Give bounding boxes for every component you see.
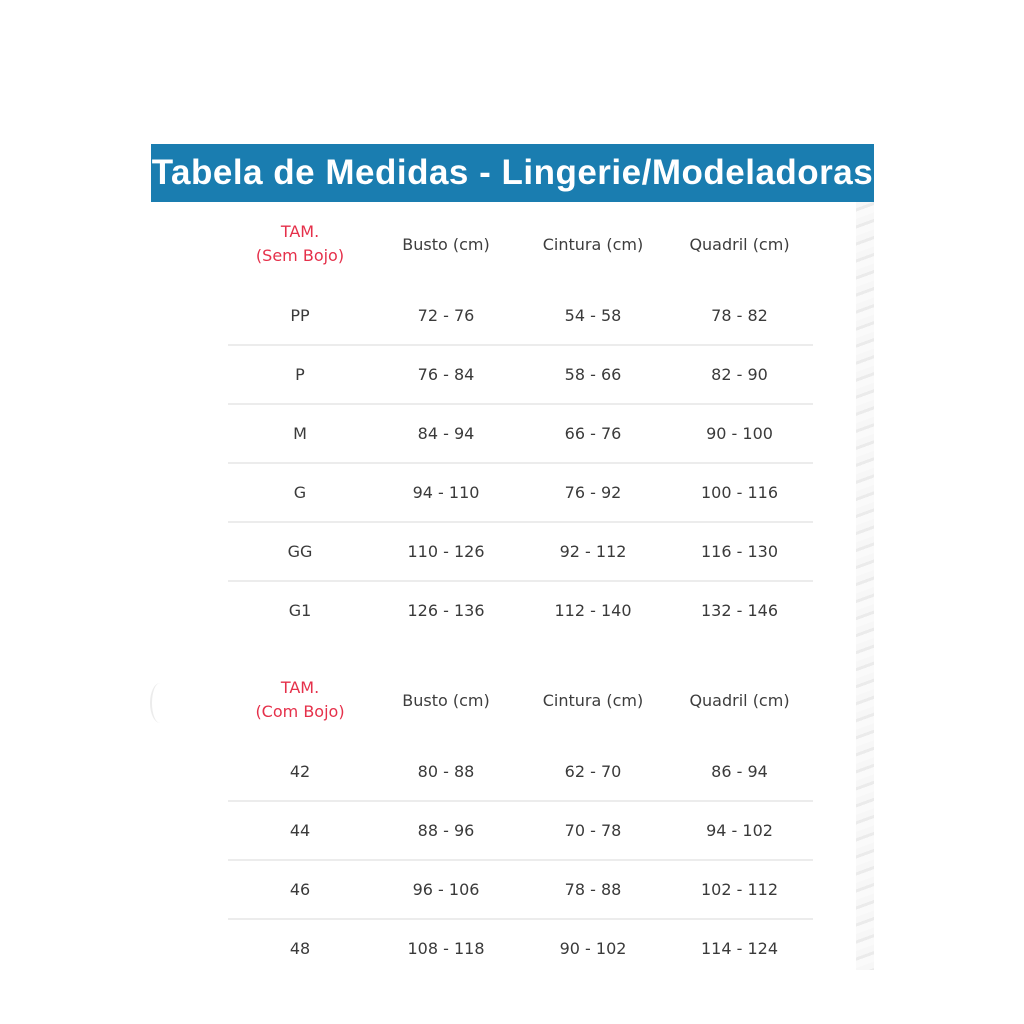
quadril-cell: 114 - 124 — [700, 939, 779, 958]
table-row — [228, 287, 813, 345]
table-row — [228, 919, 813, 977]
table-row — [228, 581, 813, 639]
header-tam-label: TAM. — [280, 678, 320, 697]
header-quadril: Quadril (cm) — [689, 690, 790, 710]
cintura-cell: 58 - 66 — [520, 345, 666, 404]
busto-cell: 94 - 110 — [372, 463, 520, 522]
cintura-cell: 70 - 78 — [520, 801, 666, 860]
cintura-cell: 78 - 88 — [520, 860, 666, 919]
cintura-cell: 112 - 140 — [554, 601, 632, 620]
size-cell: G1 — [288, 601, 312, 620]
quadril-cell: 100 - 116 — [666, 463, 813, 522]
cintura-cell: 62 - 70 — [520, 743, 666, 801]
cintura-cell: 66 - 76 — [520, 404, 666, 463]
size-cell: 42 — [228, 743, 372, 801]
cintura-cell: 76 - 92 — [520, 463, 666, 522]
header-quadril: Quadril (cm) — [689, 234, 790, 254]
page-title-banner: Tabela de Medidas - Lingerie/Modeladoras — [151, 144, 874, 202]
quadril-cell: 86 - 94 — [666, 743, 813, 801]
size-cell: P — [228, 345, 372, 404]
size-cell: 44 — [228, 801, 372, 860]
busto-cell: 110 - 126 — [372, 522, 520, 581]
size-table-sem-bojo — [228, 201, 813, 639]
size-cell: 48 — [289, 939, 311, 958]
busto-cell: 76 - 84 — [372, 345, 520, 404]
size-cell: G — [228, 463, 372, 522]
decorative-watermark — [856, 202, 874, 970]
size-cell: PP — [228, 287, 372, 345]
busto-cell: 126 - 136 — [407, 601, 485, 620]
busto-cell: 80 - 88 — [372, 743, 520, 801]
table-header-row — [228, 201, 813, 287]
cintura-cell: 92 - 112 — [520, 522, 666, 581]
quadril-cell: 116 - 130 — [666, 522, 813, 581]
header-tam — [228, 657, 372, 743]
table-row — [228, 743, 813, 801]
header-tam-qualifier: (Com Bojo) — [255, 702, 345, 721]
table-row — [228, 801, 813, 860]
header-busto: Busto (cm) — [402, 690, 490, 710]
quadril-cell: 132 - 146 — [700, 601, 779, 620]
quadril-cell: 90 - 100 — [666, 404, 813, 463]
header-tam-qualifier: (Sem Bojo) — [255, 246, 345, 265]
table-header-row — [228, 657, 813, 743]
table-row — [228, 522, 813, 581]
table-row — [228, 404, 813, 463]
header-cintura: Cintura (cm) — [542, 690, 644, 710]
busto-cell: 88 - 96 — [372, 801, 520, 860]
quadril-cell: 102 - 112 — [666, 860, 813, 919]
quadril-cell: 78 - 82 — [666, 287, 813, 345]
quadril-cell: 82 - 90 — [666, 345, 813, 404]
busto-cell: 72 - 76 — [372, 287, 520, 345]
busto-cell: 96 - 106 — [372, 860, 520, 919]
header-cintura: Cintura (cm) — [542, 234, 644, 254]
cintura-cell: 54 - 58 — [520, 287, 666, 345]
decorative-curl — [150, 683, 170, 723]
busto-cell: 84 - 94 — [372, 404, 520, 463]
table-row — [228, 463, 813, 522]
quadril-cell: 94 - 102 — [666, 801, 813, 860]
table-row — [228, 860, 813, 919]
size-table-com-bojo — [228, 657, 813, 977]
busto-cell: 108 - 118 — [407, 939, 485, 958]
header-busto: Busto (cm) — [402, 234, 490, 254]
size-cell: 46 — [228, 860, 372, 919]
cintura-cell: 90 - 102 — [559, 939, 627, 958]
header-tam-label: TAM. — [280, 222, 320, 241]
header-tam — [228, 201, 372, 287]
size-cell: M — [228, 404, 372, 463]
size-cell: GG — [228, 522, 372, 581]
table-row — [228, 345, 813, 404]
